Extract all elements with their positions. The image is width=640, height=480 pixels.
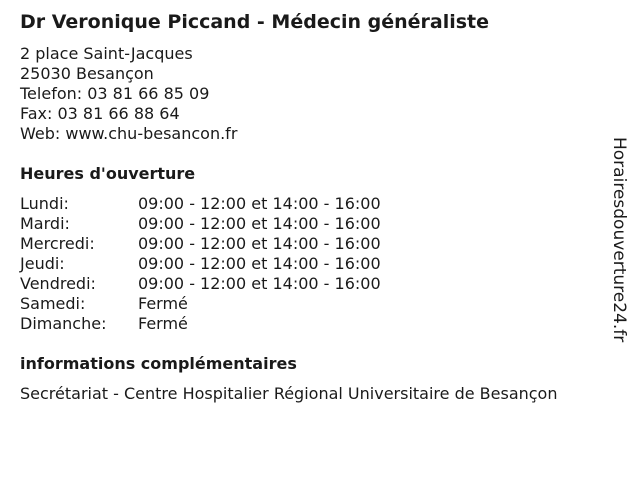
- hours-list: [20, 194, 610, 334]
- address-city: 25030 Besançon: [20, 64, 154, 83]
- hours-row-vendredi: [20, 274, 610, 294]
- hours-time: 09:00 - 12:00 et 14:00 - 16:00: [138, 254, 381, 273]
- hours-day: Vendredi:: [20, 274, 96, 293]
- hours-time: 09:00 - 12:00 et 14:00 - 16:00: [138, 274, 381, 293]
- hours-time: Fermé: [138, 294, 188, 313]
- phone-number: Telefon: 03 81 66 85 09: [20, 84, 210, 103]
- hours-day: Mercredi:: [20, 234, 95, 253]
- hours-row-mercredi: [20, 234, 610, 254]
- fax-number: Fax: 03 81 66 88 64: [20, 104, 180, 123]
- hours-day: Mardi:: [20, 214, 70, 233]
- hours-day: Samedi:: [20, 294, 86, 313]
- brand-text: Horairesdouverture24.fr: [609, 137, 629, 343]
- hours-row-dimanche: [20, 314, 610, 334]
- address-street: 2 place Saint-Jacques: [20, 44, 193, 63]
- hours-heading: Heures d'ouverture: [20, 164, 196, 183]
- hours-row-mardi: [20, 214, 610, 234]
- hours-time: 09:00 - 12:00 et 14:00 - 16:00: [138, 234, 381, 253]
- info-text: Secrétariat - Centre Hospitalier Régional Universitaire de Besançon: [20, 384, 558, 403]
- brand-watermark: [604, 0, 634, 480]
- hours-day: Jeudi:: [20, 254, 65, 273]
- hours-day: Dimanche:: [20, 314, 107, 333]
- page-title: Dr Veronique Piccand - Médecin généraliste: [20, 11, 490, 33]
- doctor-card: [20, 10, 610, 404]
- hours-row-samedi: [20, 294, 610, 314]
- website: Web: www.chu-besancon.fr: [20, 124, 238, 143]
- hours-time: Fermé: [138, 314, 188, 333]
- info-heading: informations complémentaires: [20, 354, 297, 373]
- hours-time: 09:00 - 12:00 et 14:00 - 16:00: [138, 214, 381, 233]
- hours-row-jeudi: [20, 254, 610, 274]
- hours-time: 09:00 - 12:00 et 14:00 - 16:00: [138, 194, 381, 213]
- hours-row-lundi: [20, 194, 610, 214]
- address-block: [20, 44, 610, 144]
- hours-day: Lundi:: [20, 194, 69, 213]
